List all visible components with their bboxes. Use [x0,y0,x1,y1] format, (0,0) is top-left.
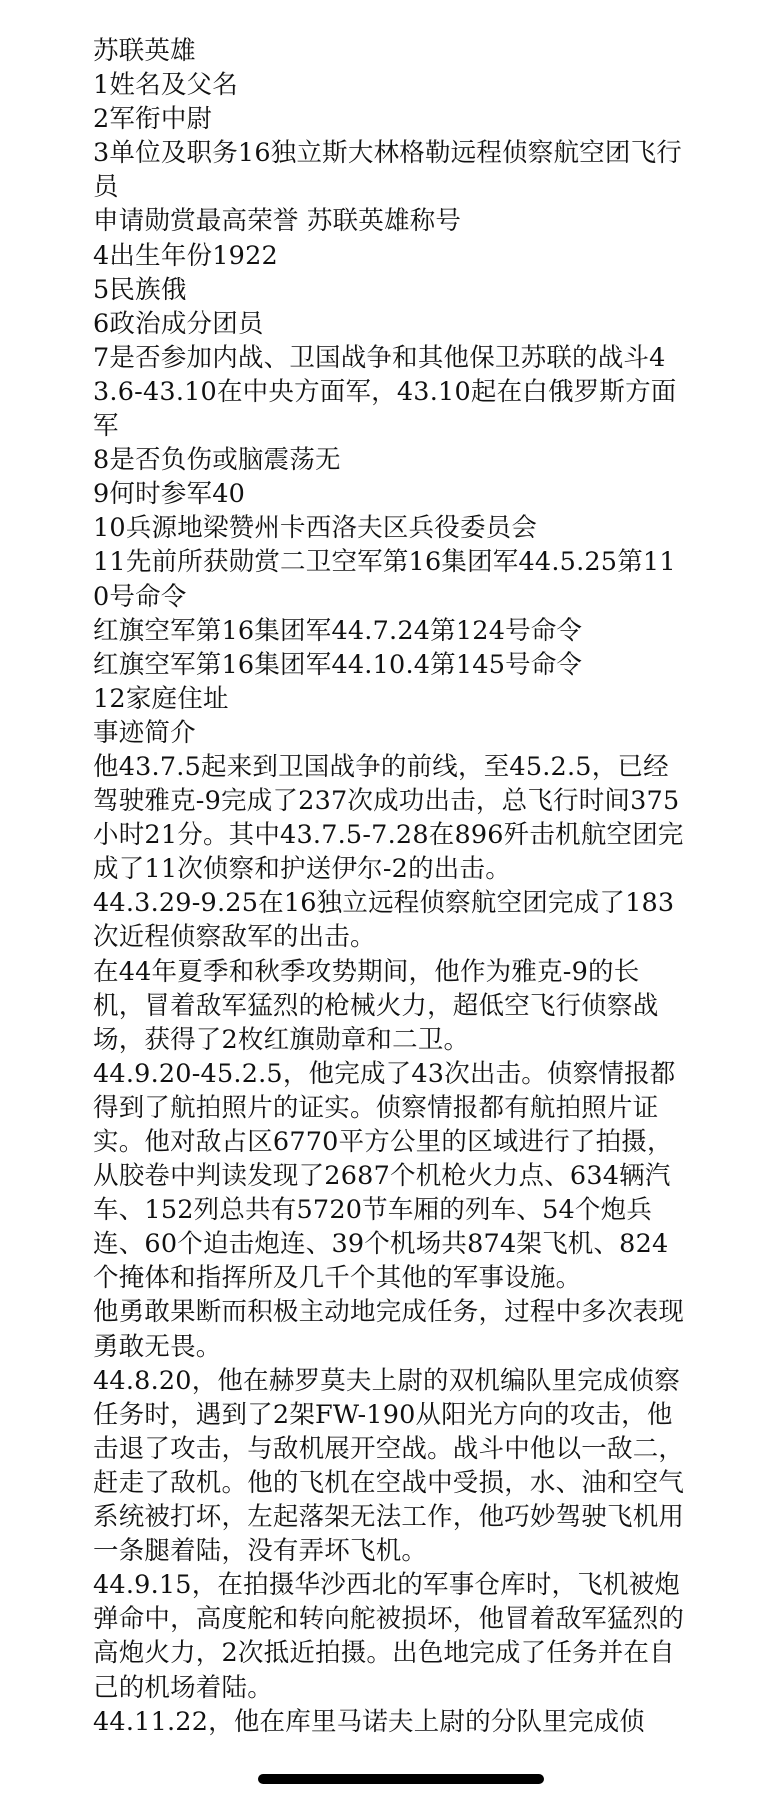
field-home-address: 12家庭住址 [93,683,229,714]
section-summary-heading: 事迹简介 [93,717,196,748]
summary-paragraph-cut: 44.11.22，他在库里马诺夫上尉的分队里完成侦 [93,1706,646,1737]
field-award-request: 申请勋赏最高荣誉 苏联英雄称号 [93,206,462,237]
award-order-3: 红旗空军第16集团军44.10.4第145号命令 [93,649,583,680]
field-war-service: 7是否参加内战、卫国战争和其他保卫苏联的战斗43.6-43.10在中央方面军，43.10起在白俄罗斯方面军 [93,342,677,442]
summary-paragraph: 他勇敢果断而积极主动地完成任务，过程中多次表现勇敢无畏。 [93,1297,685,1362]
award-order-2: 红旗空军第16集团军44.7.24第124号命令 [93,615,583,646]
field-wounds: 8是否负伤或脑震荡无 [93,445,341,476]
field-unit: 3单位及职务16独立斯大林格勒远程侦察航空团飞行员 [93,138,682,203]
field-origin: 10兵源地梁赞州卡西洛夫区兵役委员会 [93,513,538,544]
summary-paragraph: 在44年夏季和秋季攻势期间，他作为雅克-9的长机，冒着敌军猛烈的枪械火力，超低空飞行侦察战场，获得了2枚红旗勋章和二卫。 [93,956,659,1055]
document-body [93,34,689,1739]
field-birth-year: 4出生年份1922 [93,240,278,271]
summary-paragraph: 44.9.20-45.2.5，他完成了43次出击。侦察情报都得到了航拍照片的证实。侦察情报都有航拍照片证实。他对敌占区6770平方公里的区域进行了拍摄，从胶卷中判读发现了2687个机枪火力点、634辆汽车、152列总共有5720节车厢的列车、54个炮兵连、60个迫击炮连、39个机场共874架飞机、824个掩体和指挥所及几千个其他的军事设施。 [93,1058,676,1294]
doc-title: 苏联英雄 [93,36,196,66]
summary-paragraph: 44.9.15，在拍摄华沙西北的军事仓库时，飞机被炮弹命中，高度舵和转向舵被损坏，他冒着敌军猛烈的高炮火力，2次抵近拍摄。出色地完成了任务并在自己的机场着陆。 [93,1570,685,1703]
field-ethnicity: 5民族俄 [93,274,187,305]
field-enlistment: 9何时参军40 [93,479,246,510]
field-political-status: 6政治成分团员 [93,308,264,339]
home-indicator[interactable] [258,1774,544,1784]
field-name: 1姓名及父名 [93,70,238,101]
field-previous-awards: 11先前所获勋赏二卫空军第16集团军44.5.25第110号命令 [93,547,676,612]
summary-paragraph: 他43.7.5起来到卫国战争的前线，至45.2.5，已经驾驶雅克-9完成了237次成功出击，总飞行时间375小时21分。其中43.7.5-7.28在896歼击机航空团完成了11次侦察和护送伊尔-2的出击。 [93,751,684,885]
summary-paragraph: 44.3.29-9.25在16独立远程侦察航空团完成了183次近程侦察敌军的出击。 [93,888,675,953]
summary-paragraph: 44.8.20，他在赫罗莫夫上尉的双机编队里完成侦察任务时，遇到了2架FW-190从阳光方向的攻击，他击退了攻击，与敌机展开空战。战斗中他以一敌二，赶走了敌机。他的飞机在空战中受损，水、油和空气系统被打坏，左起落架无法工作，他巧妙驾驶飞机用一条腿着陆，没有弄坏飞机。 [93,1365,685,1567]
field-rank: 2军衔中尉 [93,104,213,135]
